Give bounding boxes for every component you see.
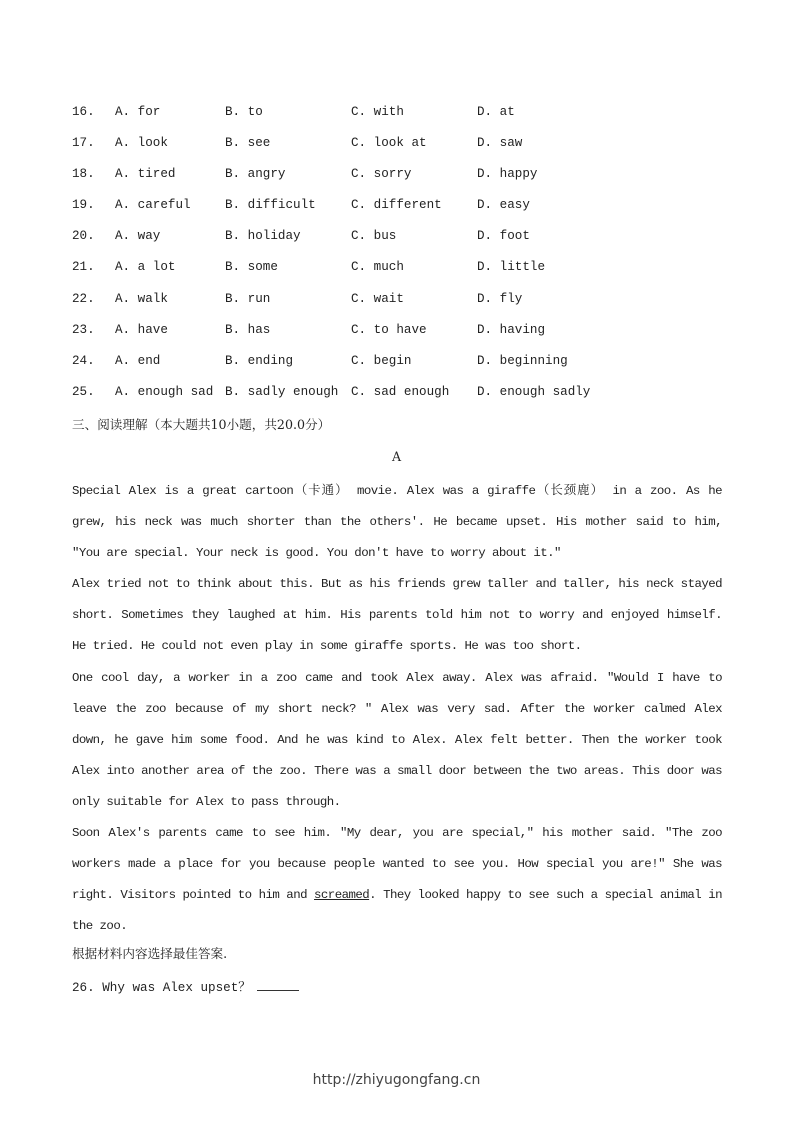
underlined-word: screamed bbox=[314, 888, 370, 903]
option-c: C. wait bbox=[351, 291, 404, 306]
footer-url[interactable]: http://zhiyugongfang.cn bbox=[312, 1072, 481, 1088]
option-a: A. careful bbox=[115, 198, 191, 213]
option-c: C. much bbox=[351, 260, 404, 275]
option-b: B. some bbox=[225, 260, 278, 275]
option-b: B. sadly enough bbox=[225, 384, 339, 399]
choice-row bbox=[72, 164, 732, 195]
option-d: D. happy bbox=[477, 167, 538, 182]
question-number: 17. bbox=[72, 136, 95, 151]
option-b: B. ending bbox=[225, 353, 294, 368]
question-number: 16. bbox=[72, 105, 95, 119]
option-d: D. saw bbox=[477, 136, 523, 151]
choice-row bbox=[72, 351, 732, 382]
option-c: C. sorry bbox=[351, 167, 412, 182]
paragraph-4-text-before: Soon Alex's parents came to see him. "My dear, you are special," his mother said. "The zoo workers made a place for you because people wanted to see you. How special you are!" She was right. Visitors pointed to him and bbox=[72, 826, 722, 903]
question-number: 25. bbox=[72, 384, 95, 399]
option-a: A. enough sad bbox=[115, 384, 214, 399]
passage-title: A bbox=[391, 449, 402, 464]
choice-row bbox=[72, 257, 732, 288]
option-b: B. run bbox=[225, 291, 271, 306]
choice-list bbox=[72, 102, 732, 413]
instruction-text: 根据材料内容选择最佳答案. bbox=[72, 946, 228, 961]
choice-row bbox=[72, 195, 732, 226]
option-d: D. fly bbox=[477, 291, 523, 306]
question-number: 20. bbox=[72, 229, 95, 244]
option-b: B. has bbox=[225, 322, 271, 337]
passage-paragraph-3: One cool day, a worker in a zoo came and took Alex away. Alex was afraid. "Would I have to leave the zoo because of my short neck? " Alex was very sad. After the worker calmed Alex down, he gave him some food. And he was kind to Alex. Alex felt better. Then the worker took Alex into another area of the zoo. There was a small door between the two areas. This door was only suitable for Alex to pass through. bbox=[72, 670, 722, 809]
question-number: 19. bbox=[72, 198, 95, 213]
option-b: B. holiday bbox=[225, 229, 301, 244]
question-number: 24. bbox=[72, 353, 95, 368]
passage-paragraph-1: Special Alex is a great cartoon（卡通） movie. Alex was a giraffe（长颈鹿） in a zoo. As he grew, his neck was much shorter than the others'. He became upset. His mother said to him, "You are special. Your neck is good. You don't have to worry about it." bbox=[72, 484, 722, 561]
option-a: A. a lot bbox=[115, 260, 176, 275]
answer-blank[interactable] bbox=[257, 976, 299, 991]
option-c: C. bus bbox=[351, 229, 397, 244]
choice-row bbox=[72, 226, 732, 257]
option-d: D. enough sadly bbox=[477, 384, 591, 399]
option-b: B. angry bbox=[225, 167, 286, 182]
option-d: D. having bbox=[477, 322, 546, 337]
question-26-text: 26. Why was Alex upset？ bbox=[72, 981, 251, 995]
option-a: A. walk bbox=[115, 291, 168, 306]
choice-row bbox=[72, 320, 732, 351]
option-d: D. beginning bbox=[477, 353, 568, 368]
choice-row bbox=[72, 289, 732, 320]
option-d: D. little bbox=[477, 260, 546, 275]
question-number: 22. bbox=[72, 291, 95, 306]
option-c: C. look at bbox=[351, 136, 427, 151]
option-d: D. at bbox=[477, 105, 515, 119]
option-c: C. sad enough bbox=[351, 384, 450, 399]
option-a: A. look bbox=[115, 136, 168, 151]
option-a: A. have bbox=[115, 322, 168, 337]
reading-passage bbox=[72, 476, 722, 942]
question-number: 23. bbox=[72, 322, 95, 337]
passage-paragraph-2: Alex tried not to think about this. But as his friends grew taller and taller, his neck stayed short. Sometimes they laughed at him. His parents told him not to worry and enjoyed himself. He tried. He could not even play in some giraffe sports. He was too short. bbox=[72, 577, 722, 654]
option-d: D. foot bbox=[477, 229, 530, 244]
choice-row bbox=[72, 133, 732, 164]
option-d: D. easy bbox=[477, 198, 530, 213]
option-b: B. difficult bbox=[225, 198, 316, 213]
option-c: C. different bbox=[351, 198, 442, 213]
option-a: A. tired bbox=[115, 167, 176, 182]
option-c: C. with bbox=[351, 105, 404, 119]
option-c: C. to have bbox=[351, 322, 427, 337]
passage-paragraph-4 bbox=[72, 818, 722, 942]
question-number: 21. bbox=[72, 260, 95, 275]
option-a: A. end bbox=[115, 353, 161, 368]
option-c: C. begin bbox=[351, 353, 412, 368]
option-b: B. to bbox=[225, 105, 263, 119]
question-26 bbox=[72, 976, 299, 998]
option-a: A. for bbox=[115, 105, 161, 119]
section-title: 三、阅读理解（本大题共10小题，共20.0分） bbox=[72, 417, 331, 432]
question-number: 18. bbox=[72, 167, 95, 182]
choice-row bbox=[72, 102, 732, 133]
option-b: B. see bbox=[225, 136, 271, 151]
option-a: A. way bbox=[115, 229, 161, 244]
paragraph-4-text-after: . They looked happy to see such a special animal in the zoo. bbox=[72, 888, 722, 934]
choice-row bbox=[72, 382, 732, 413]
